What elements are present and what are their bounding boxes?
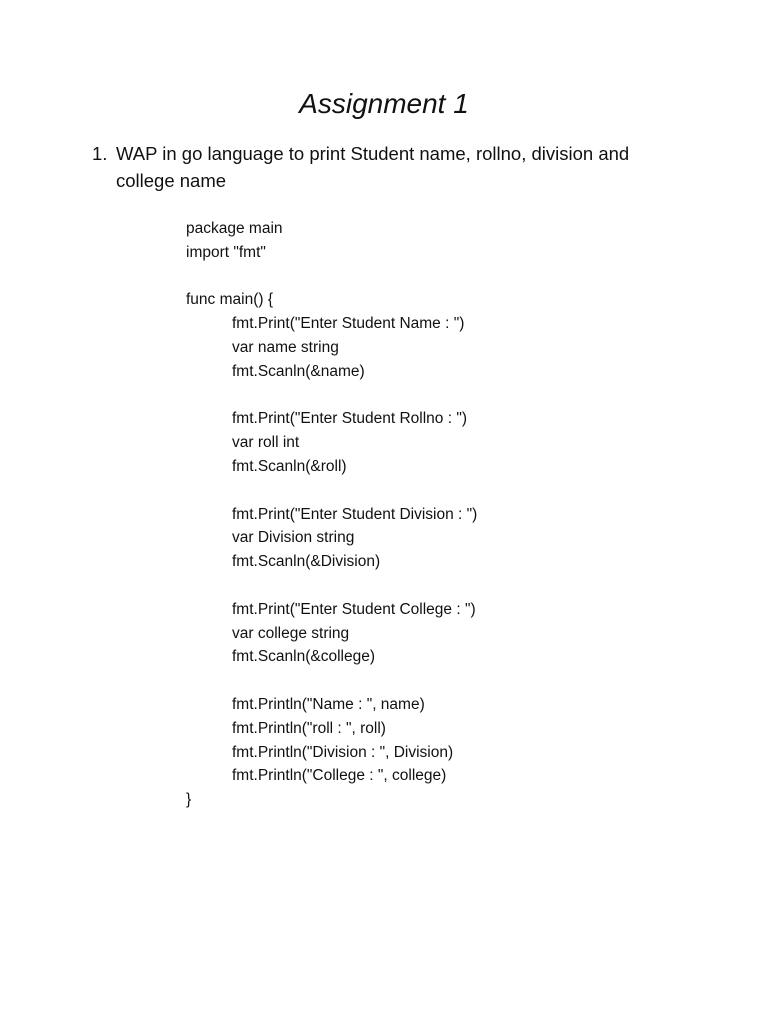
code-line: fmt.Println("College : ", college): [232, 767, 447, 785]
code-block: [186, 217, 666, 812]
code-line: [186, 669, 666, 693]
code-line: var college string: [232, 624, 350, 642]
code-line: fmt.Print("Enter Student College : "): [232, 600, 476, 618]
code-line: fmt.Println("roll : ", roll): [232, 719, 386, 737]
code-line: fmt.Scanln(&name): [232, 362, 365, 380]
code-line: fmt.Scanln(&college): [232, 648, 376, 666]
question-item: [92, 140, 672, 194]
code-line: [186, 479, 666, 503]
code-line: fmt.Print("Enter Student Division : "): [232, 505, 478, 523]
code-line: fmt.Print("Enter Student Name : "): [232, 315, 465, 333]
code-line: var Division string: [232, 529, 355, 547]
code-line: var roll int: [232, 434, 300, 452]
code-line: [186, 574, 666, 598]
code-line: [186, 384, 666, 408]
code-line: fmt.Scanln(&roll): [232, 457, 347, 475]
code-line: import "fmt": [186, 243, 266, 261]
code-line: var name string: [232, 338, 339, 356]
code-line: fmt.Println("Division : ", Division): [232, 743, 454, 761]
question-text: WAP in go language to print Student name, rollno, division and college name: [116, 143, 630, 191]
code-line: package main: [186, 220, 283, 237]
code-line: [186, 265, 666, 289]
code-line: fmt.Print("Enter Student Rollno : "): [232, 410, 467, 428]
code-line: fmt.Println("Name : ", name): [232, 695, 425, 713]
code-line: func main() {: [186, 291, 274, 309]
code-line: }: [186, 791, 192, 809]
question-number: 1.: [92, 143, 108, 164]
code-line: fmt.Scanln(&Division): [232, 553, 381, 571]
document-title: Assignment 1: [299, 88, 469, 119]
